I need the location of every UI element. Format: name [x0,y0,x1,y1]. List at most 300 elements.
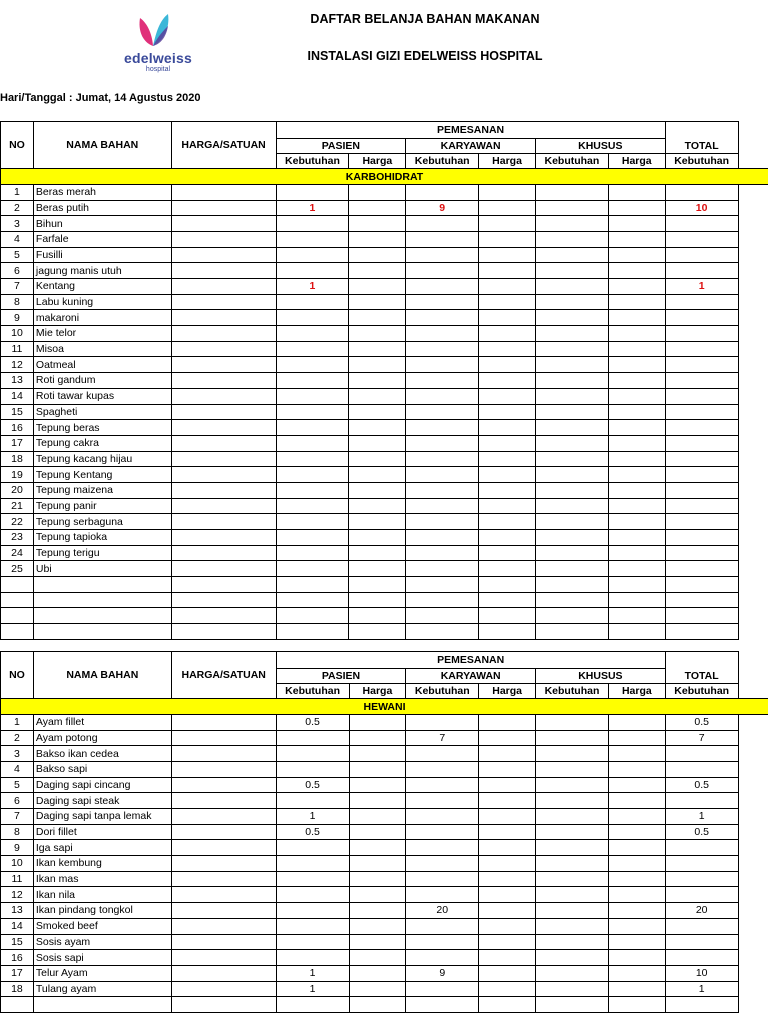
karyawan-harga [479,373,536,389]
pasien-kebutuhan [276,730,349,746]
pasien-harga [349,934,406,950]
blank-cell [738,981,768,997]
total-kebutuhan [665,561,738,577]
karyawan-harga [479,435,536,451]
category-label: HEWANI [1,699,768,715]
item-name: Mie telor [33,326,171,342]
table-row [1,200,768,216]
table-row [1,420,768,436]
blank-cell [738,714,768,730]
pasien-harga [349,730,406,746]
row-number: 10 [1,326,34,342]
khusus-harga [608,498,665,514]
item-name: Tepung serbaguna [33,514,171,530]
item-name: Ikan kembung [33,856,171,872]
khusus-kebutuhan [535,420,608,436]
item-name: Tepung cakra [33,435,171,451]
pasien-kebutuhan [276,887,349,903]
pasien-harga [349,467,406,483]
pasien-harga [349,216,406,232]
blank-cell [738,247,768,263]
karyawan-kebutuhan [406,357,479,373]
total-kebutuhan: 1 [665,279,738,295]
pasien-harga [349,871,406,887]
khusus-kebutuhan [535,294,608,310]
total-kebutuhan [665,263,738,279]
col-header-nama-bahan: NAMA BAHAN [33,652,171,699]
pasien-kebutuhan [276,263,349,279]
item-name: Beras putih [33,200,171,216]
pasien-harga [349,965,406,981]
khusus-kebutuhan [536,950,609,966]
row-number [1,624,34,640]
karyawan-kebutuhan [406,824,479,840]
hospital-logo [104,10,200,74]
table-row [1,545,768,561]
blank-cell [738,809,768,825]
pasien-kebutuhan: 1 [276,279,349,295]
khusus-kebutuhan [536,746,609,762]
pasien-harga [349,840,406,856]
harga-satuan-cell [171,404,276,420]
pasien-kebutuhan [276,388,349,404]
pasien-harga [349,809,406,825]
khusus-kebutuhan [535,357,608,373]
total-kebutuhan [665,357,738,373]
karyawan-kebutuhan [406,388,479,404]
total-kebutuhan: 10 [665,965,738,981]
karyawan-kebutuhan [406,809,479,825]
karyawan-harga [479,514,536,530]
khusus-kebutuhan [535,404,608,420]
shopping-table-karbohidrat [0,121,768,640]
karyawan-kebutuhan: 9 [406,200,479,216]
total-kebutuhan [665,761,738,777]
karyawan-harga [479,420,536,436]
col-header-pasien-kebutuhan: Kebutuhan [276,684,349,699]
pasien-kebutuhan [276,624,349,640]
total-kebutuhan: 7 [665,730,738,746]
table-row [1,498,768,514]
blank-cell [738,624,768,640]
col-header-khusus: KHUSUS [535,139,665,154]
col-header-khusus-harga: Harga [608,154,665,169]
pasien-harga [349,404,406,420]
khusus-harga [608,887,665,903]
karyawan-harga [479,388,536,404]
item-name: Kentang [33,279,171,295]
table-row [1,934,768,950]
blank-cell [738,200,768,216]
item-name [33,592,171,608]
harga-satuan-cell [171,746,276,762]
table-row [1,714,768,730]
row-number: 1 [1,714,34,730]
khusus-harga [608,730,665,746]
blank-cell [738,856,768,872]
khusus-harga [608,404,665,420]
table-row [1,592,768,608]
col-header-khusus: KHUSUS [536,669,666,684]
karyawan-harga [479,404,536,420]
table-row [1,793,768,809]
pasien-harga [349,341,406,357]
col-header-pemesanan: PEMESANAN [276,652,665,669]
harga-satuan-cell [171,730,276,746]
pasien-kebutuhan: 1 [276,809,349,825]
khusus-kebutuhan [535,247,608,263]
khusus-kebutuhan [535,216,608,232]
total-kebutuhan [665,326,738,342]
blank-cell [738,139,768,154]
khusus-kebutuhan [535,279,608,295]
blank-cell [738,435,768,451]
harga-satuan-cell [171,498,276,514]
item-name: Tepung tapioka [33,530,171,546]
col-header-karyawan-kebutuhan: Kebutuhan [406,154,479,169]
karyawan-kebutuhan [406,451,479,467]
row-number [1,592,34,608]
table-row [1,279,768,295]
khusus-harga [608,871,665,887]
total-kebutuhan [665,388,738,404]
col-header-no: NO [1,652,34,699]
harga-satuan-cell [171,887,276,903]
row-number: 15 [1,934,34,950]
blank-cell [738,341,768,357]
item-name [33,624,171,640]
pasien-kebutuhan [276,561,349,577]
item-name: Tulang ayam [33,981,171,997]
khusus-harga [608,545,665,561]
pasien-harga [349,247,406,263]
item-name: Ikan mas [33,871,171,887]
blank-cell [738,357,768,373]
harga-satuan-cell [171,294,276,310]
total-kebutuhan [665,216,738,232]
total-kebutuhan: 1 [665,981,738,997]
row-number: 9 [1,310,34,326]
blank-cell [738,530,768,546]
karyawan-harga [479,279,536,295]
harga-satuan-cell [171,840,276,856]
khusus-kebutuhan [535,545,608,561]
pasien-harga [349,294,406,310]
karyawan-harga [479,561,536,577]
pasien-kebutuhan [276,514,349,530]
karyawan-harga [479,530,536,546]
harga-satuan-cell [171,608,276,624]
harga-satuan-cell [171,341,276,357]
row-number: 16 [1,950,34,966]
table-row [1,965,768,981]
table-row [1,918,768,934]
row-number: 16 [1,420,34,436]
table-row [1,404,768,420]
blank-cell [738,122,768,139]
item-name: Ikan pindang tongkol [33,903,171,919]
item-name: jagung manis utuh [33,263,171,279]
row-number: 14 [1,388,34,404]
total-kebutuhan: 20 [665,903,738,919]
karyawan-kebutuhan: 7 [406,730,479,746]
pasien-harga [349,777,406,793]
total-kebutuhan [665,184,738,200]
blank-cell [738,451,768,467]
karyawan-kebutuhan [406,608,479,624]
row-number: 18 [1,981,34,997]
harga-satuan-cell [171,310,276,326]
karyawan-harga [479,903,536,919]
karyawan-kebutuhan: 9 [406,965,479,981]
category-row [1,699,768,715]
blank-cell [738,761,768,777]
blank-cell [738,577,768,593]
table-row [1,950,768,966]
karyawan-kebutuhan [406,216,479,232]
pasien-harga [349,887,406,903]
blank-cell [738,561,768,577]
pasien-harga [349,514,406,530]
harga-satuan-cell [171,482,276,498]
pasien-kebutuhan [276,577,349,593]
item-name: Daging sapi tanpa lemak [33,809,171,825]
karyawan-kebutuhan [406,341,479,357]
row-number: 24 [1,545,34,561]
pasien-harga [349,498,406,514]
karyawan-kebutuhan [406,435,479,451]
khusus-harga [608,577,665,593]
item-name: Beras merah [33,184,171,200]
khusus-harga [608,965,665,981]
table-row [1,577,768,593]
pasien-harga [349,714,406,730]
karyawan-harga [479,777,536,793]
khusus-kebutuhan [535,577,608,593]
pasien-kebutuhan [276,761,349,777]
pasien-kebutuhan [276,950,349,966]
blank-cell [738,373,768,389]
total-kebutuhan [665,856,738,872]
khusus-kebutuhan [536,871,609,887]
total-kebutuhan [665,746,738,762]
karyawan-harga [479,498,536,514]
khusus-harga [608,903,665,919]
karyawan-harga [479,482,536,498]
pasien-kebutuhan [276,871,349,887]
khusus-kebutuhan [536,934,609,950]
col-header-harga-satuan: HARGA/SATUAN [171,652,276,699]
table-row [1,746,768,762]
item-name: Tepung beras [33,420,171,436]
pasien-kebutuhan: 0.5 [276,824,349,840]
khusus-kebutuhan [535,263,608,279]
pasien-kebutuhan [276,310,349,326]
khusus-harga [608,373,665,389]
pasien-kebutuhan [276,793,349,809]
table-row [1,482,768,498]
row-number: 17 [1,435,34,451]
item-name: Tepung panir [33,498,171,514]
pasien-kebutuhan: 0.5 [276,714,349,730]
row-number: 19 [1,467,34,483]
table-row [1,451,768,467]
total-kebutuhan: 1 [665,809,738,825]
karyawan-kebutuhan [406,404,479,420]
total-kebutuhan [665,608,738,624]
col-header-total: TOTAL [665,652,738,684]
item-name: Labu kuning [33,294,171,310]
table-row [1,294,768,310]
item-name: Daging sapi steak [33,793,171,809]
harga-satuan-cell [171,577,276,593]
khusus-kebutuhan [536,903,609,919]
pasien-kebutuhan [276,357,349,373]
table-row [1,856,768,872]
blank-cell [738,294,768,310]
khusus-harga [608,341,665,357]
pasien-harga [349,435,406,451]
khusus-kebutuhan [535,388,608,404]
khusus-harga [608,467,665,483]
khusus-kebutuhan [536,777,609,793]
karyawan-harga [479,467,536,483]
table-row [1,981,768,997]
row-number: 4 [1,761,34,777]
blank-cell [738,467,768,483]
khusus-harga [608,263,665,279]
blank-cell [738,997,768,1013]
pasien-harga [349,856,406,872]
khusus-harga [608,247,665,263]
khusus-kebutuhan [535,514,608,530]
blank-cell [738,903,768,919]
row-number: 5 [1,777,34,793]
table-row [1,231,768,247]
karyawan-harga [479,997,536,1013]
karyawan-harga [479,545,536,561]
khusus-kebutuhan [535,184,608,200]
row-number: 8 [1,294,34,310]
document-subtitle: INSTALASI GIZI EDELWEISS HOSPITAL [307,49,543,63]
blank-cell [738,777,768,793]
header-row-top [1,652,768,669]
item-name: Tepung terigu [33,545,171,561]
pasien-kebutuhan [276,216,349,232]
khusus-harga [608,592,665,608]
total-kebutuhan [665,231,738,247]
khusus-harga [608,357,665,373]
table-row [1,887,768,903]
karyawan-kebutuhan [406,530,479,546]
khusus-kebutuhan [536,824,609,840]
total-kebutuhan [665,373,738,389]
pasien-kebutuhan [276,420,349,436]
khusus-kebutuhan [536,840,609,856]
karyawan-kebutuhan [406,561,479,577]
karyawan-harga [479,294,536,310]
pasien-harga [349,997,406,1013]
row-number: 15 [1,404,34,420]
khusus-harga [608,420,665,436]
pasien-harga [349,545,406,561]
khusus-harga [608,530,665,546]
karyawan-harga [479,918,536,934]
khusus-harga [608,388,665,404]
khusus-harga [608,809,665,825]
pasien-harga [349,310,406,326]
pasien-kebutuhan [276,482,349,498]
pasien-kebutuhan [276,903,349,919]
row-number: 6 [1,263,34,279]
karyawan-harga [479,714,536,730]
karyawan-harga [479,887,536,903]
karyawan-harga [479,824,536,840]
col-header-khusus-kebutuhan: Kebutuhan [536,684,609,699]
total-kebutuhan [665,545,738,561]
logo-brand-text: edelweiss [124,50,192,66]
pasien-harga [349,279,406,295]
pasien-harga [349,200,406,216]
col-header-pasien-harga: Harga [349,154,406,169]
khusus-kebutuhan [536,809,609,825]
pasien-kebutuhan [276,856,349,872]
pasien-kebutuhan: 0.5 [276,777,349,793]
total-kebutuhan [665,404,738,420]
karyawan-harga [479,793,536,809]
total-kebutuhan [665,918,738,934]
khusus-harga [608,451,665,467]
table-row [1,310,768,326]
pasien-harga [349,420,406,436]
row-number: 1 [1,184,34,200]
karyawan-harga [479,730,536,746]
khusus-harga [608,326,665,342]
pasien-kebutuhan: 1 [276,981,349,997]
karyawan-kebutuhan [406,934,479,950]
total-kebutuhan [665,934,738,950]
pasien-harga [349,761,406,777]
table-row [1,184,768,200]
blank-cell [738,388,768,404]
blank-cell [738,216,768,232]
pasien-kebutuhan [276,435,349,451]
blank-cell [738,154,768,169]
khusus-kebutuhan [535,608,608,624]
khusus-kebutuhan [536,856,609,872]
karyawan-harga [479,184,536,200]
item-name: Dori fillet [33,824,171,840]
pasien-kebutuhan: 1 [276,965,349,981]
total-kebutuhan [665,451,738,467]
karyawan-kebutuhan [406,950,479,966]
total-kebutuhan [665,871,738,887]
karyawan-kebutuhan [406,777,479,793]
item-name: Ikan nila [33,887,171,903]
harga-satuan-cell [171,435,276,451]
khusus-harga [608,608,665,624]
blank-cell [738,652,768,669]
blank-cell [738,824,768,840]
col-header-karyawan-harga: Harga [479,154,536,169]
total-kebutuhan [665,482,738,498]
item-name: Farfale [33,231,171,247]
pasien-harga [349,824,406,840]
row-number: 20 [1,482,34,498]
karyawan-harga [479,200,536,216]
khusus-harga [608,714,665,730]
table-row [1,871,768,887]
